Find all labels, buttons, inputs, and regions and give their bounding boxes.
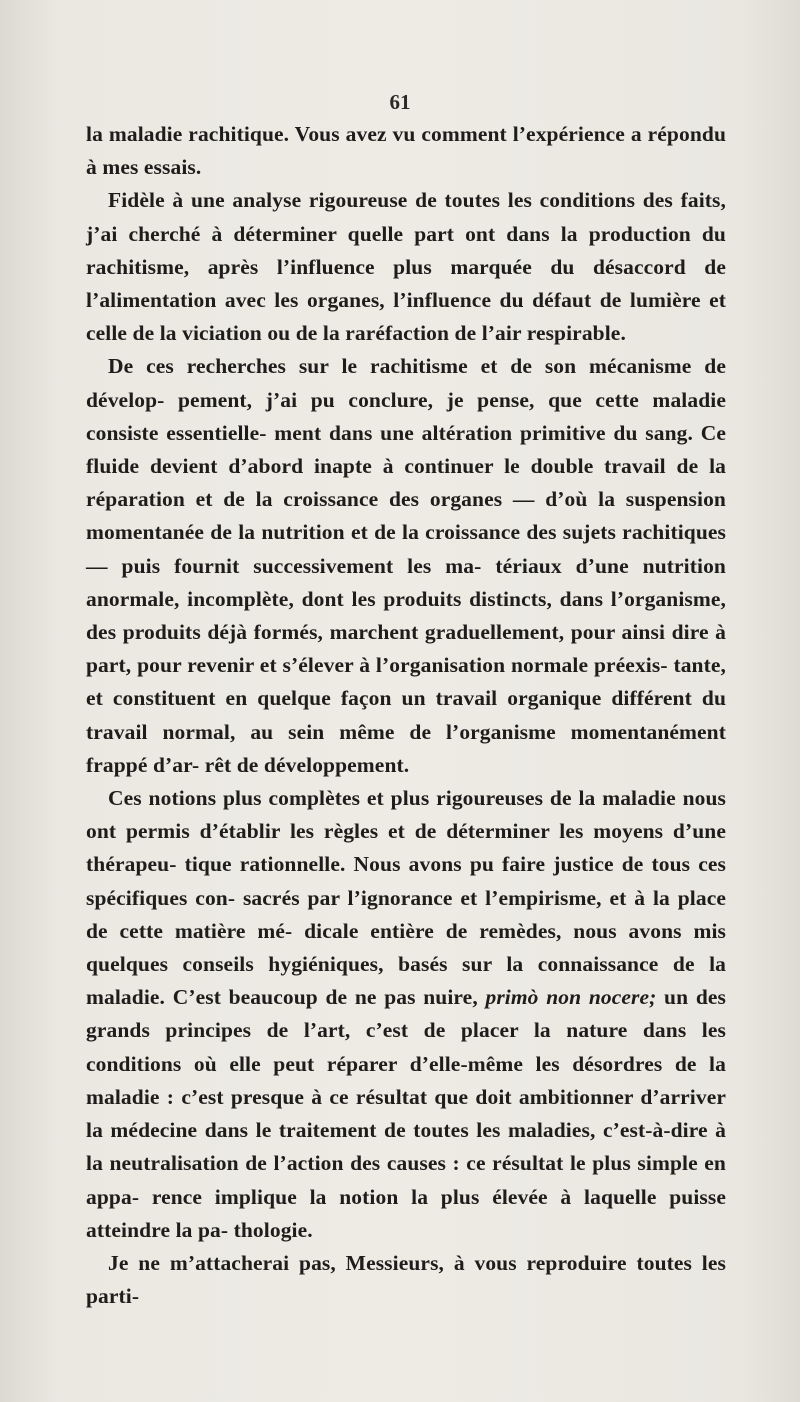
paragraph-4-text-before: Ces notions plus complètes et plus rigoureuses de la maladie nous ont permis d’établir les règles et de déterminer les moyens d’une thérapeu- tique rationnelle. Nous avons pu faire justice de tous ces spécifiques con- sacrés par l’ignorance et l’empirisme, et à la place de cette matière mé- dicale entière de remèdes, nous avons mis quelques conseils hygiéniques, basés sur la connaissance de la maladie. C’est beaucoup de ne pas nuire, xyxy=(86,786,726,1010)
paragraph-1: la maladie rachitique. Vous avez vu comment l’expérience a répondu à mes essais. xyxy=(86,122,726,180)
body-text xyxy=(86,118,726,1313)
paragraph-3: De ces recherches sur le rachitisme et de son mécanisme de dévelop- pement, j’ai pu conclure, je pense, que cette maladie consiste essentielle- ment dans une altération primitive du sang. Ce fluide devient d’abord inapte à continuer le double travail de la réparation et de la croissance des organes — d’où la suspension momentanée de la nutrition et de la croissance des sujets rachitiques — puis fournit successivement les ma- tériaux d’une nutrition anormale, incomplète, dont les produits distincts, dans l’organisme, des produits déjà formés, marchent graduellement, pour ainsi dire à part, pour revenir et s’élever à l’organisation normale préexis- tante, et constituent en quelque façon un travail organique différent du travail normal, au sein même de l’organisme momentanément frappé d’ar- rêt de développement. xyxy=(86,354,726,777)
paragraph-2: Fidèle à une analyse rigoureuse de toutes les conditions des faits, j’ai cherché à déterminer quelle part ont dans la production du rachitisme, après l’influence plus marquée du désaccord de l’alimentation avec les organes, l’influence du défaut de lumière et celle de la viciation ou de la raréfaction de l’air respirable. xyxy=(86,188,726,346)
paragraph-4 xyxy=(86,782,726,1247)
page-number: 61 xyxy=(389,90,411,114)
paragraph-5: Je ne m’attacherai pas, Messieurs, à vous reproduire toutes les parti- xyxy=(86,1250,726,1309)
latin-maxim: primò non nocere; xyxy=(485,985,657,1010)
paragraph-4-text-after: un des grands principes de l’art, c’est de placer la nature dans les conditions où elle peut réparer d’elle-même les désordres de la maladie : c’est presque à ce résultat que doit ambitionner d’arriver la médecine dans le traitement de toutes les maladies, c’est-à-dire à la neutralisation de l’action des causes : ce résultat le plus simple en appa- rence implique la notion la plus élevée à laquelle puisse atteindre la pa- thologie. xyxy=(86,985,726,1242)
